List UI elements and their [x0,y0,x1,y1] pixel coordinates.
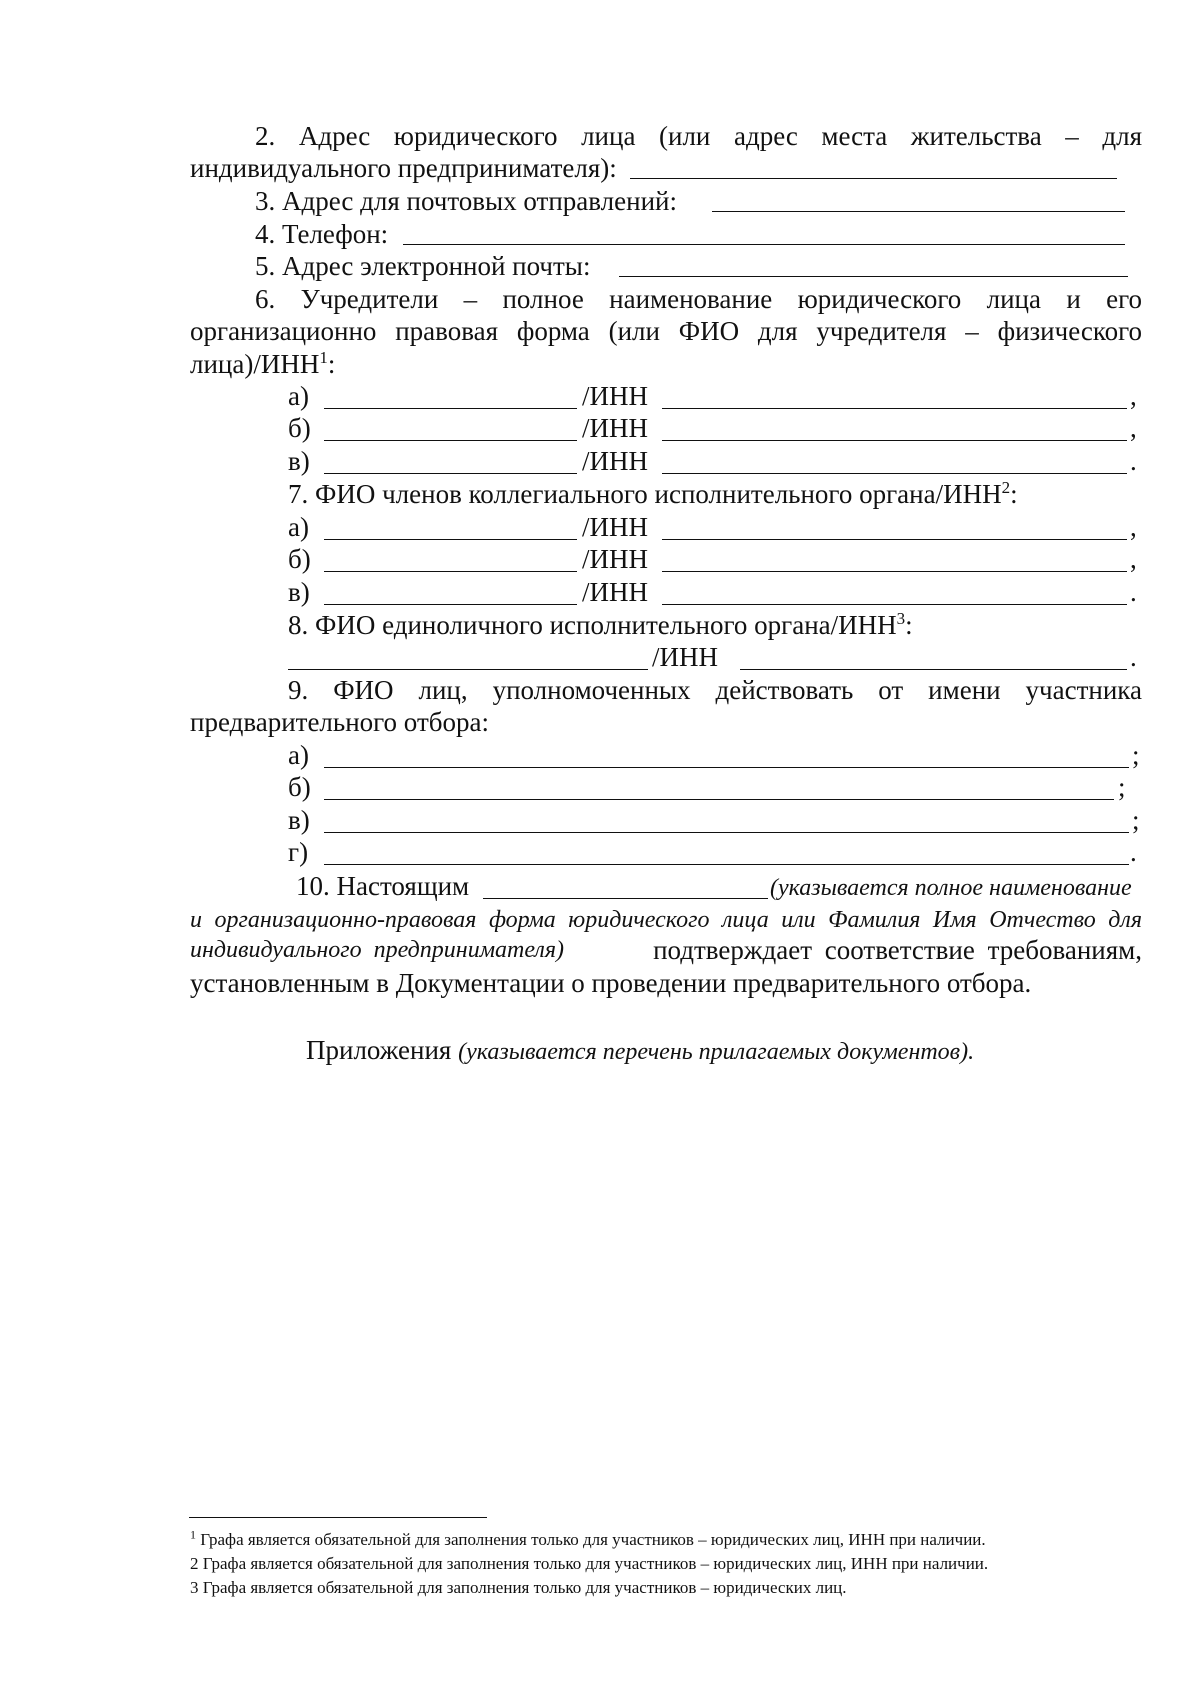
inn-label: /ИНН [582,512,648,542]
inn-label: /ИНН [582,577,648,607]
item-7: 7. ФИО членов коллегиального исполнительного органа/ИНН$^2$: [288,478,1018,509]
item-6a-name-line[interactable] [324,408,577,409]
item-9-line-2: предварительного отбора: [190,707,489,737]
row-end-punct: , [1130,512,1137,542]
footnote-ref-2: 2 [1001,478,1011,497]
item-7v-name-line[interactable] [324,604,577,605]
postal-address-fill-line[interactable] [712,211,1125,212]
item-6-letter-v: в) [288,446,310,476]
phone-fill-line[interactable] [403,244,1125,245]
footnote-2: 2 Графа является обязательной для заполнения только для участников – юридических лиц, ИНН при наличии. [190,1554,989,1573]
item-10-confirm-text: подтверждает соответствие требованиям, [653,935,1142,965]
item-10-line-3 [190,934,1142,966]
item-9-line-1: 9. ФИО лиц, уполномоченных действовать от имени участника [288,675,1142,705]
footnote-1: $^1$ Графа является обязательной для заполнения только для участников – юридических лиц, ИНН при наличии. [190,1527,986,1549]
item-2-line-2: индивидуального предпринимателя): [190,153,617,183]
item-10-line-4: установленным в Документации о проведении предварительного отбора. [190,968,1032,998]
item-10-note-3: индивидуального предпринимателя) [190,937,565,963]
item-10-name-line[interactable] [483,898,768,899]
item-3: 3. Адрес для почтовых отправлений: [255,186,677,216]
item-6-line-1: 6. Учредители – полное наименование юридического лица и его [255,284,1142,314]
item-6v-name-line[interactable] [324,473,577,474]
item-10-lead: 10. Настоящим [296,871,470,901]
item-7a-name-line[interactable] [324,539,577,540]
item-4: 4. Телефон: [255,219,389,249]
item-6b-inn-line[interactable] [662,440,1127,441]
footnote-mark: 3 [190,1578,199,1597]
item-8-name-line[interactable] [288,669,648,670]
item-6-letter-b: б) [288,413,311,443]
item-7-letter-v: в) [288,577,310,607]
appendix-label: Приложения [306,1035,452,1065]
inn-label: /ИНН [582,446,648,476]
row-end-punct: ; [1132,740,1140,770]
appendix-note: (указывается перечень прилагаемых документов). [458,1039,975,1065]
footnote-mark: 1 [190,1527,196,1542]
inn-label: /ИНН [582,381,648,411]
item-6-letter-a: а) [288,381,309,411]
item-7v-inn-line[interactable] [662,604,1127,605]
row-end-punct: ; [1132,805,1140,835]
row-end-punct: . [1130,577,1137,607]
footnote-ref-1: 1 [319,348,328,367]
inn-label: /ИНН [582,544,648,574]
item-5: 5. Адрес электронной почты: [255,251,591,281]
inn-label: /ИНН [582,413,648,443]
item-8-inn-line[interactable] [740,669,1127,670]
footnote-separator [189,1517,487,1518]
address-fill-line[interactable] [630,178,1117,179]
item-8: 8. ФИО единоличного исполнительного органа/ИНН$^3$: [288,609,913,640]
row-end-punct: . [1130,642,1137,672]
item-9-letter-b: б) [288,772,311,802]
item-9g-line[interactable] [324,864,1129,865]
item-10-note-1: (указывается полное наименование [770,875,1132,901]
appendix [306,1034,974,1066]
item-6a-inn-line[interactable] [662,408,1127,409]
row-end-punct: . [1130,837,1137,867]
item-7b-name-line[interactable] [324,571,577,572]
item-10-note-2: и организационно-правовая форма юридического лица или Фамилия Имя Отчество для [190,907,1142,933]
inn-label: /ИНН [652,642,718,672]
item-9b-line[interactable] [324,799,1114,800]
item-9-letter-a: а) [288,740,309,770]
row-end-punct: , [1130,381,1137,411]
item-7-letter-b: б) [288,544,311,574]
item-7-letter-a: а) [288,512,309,542]
item-6v-inn-line[interactable] [662,473,1127,474]
row-end-punct: , [1130,413,1137,443]
row-end-punct: , [1130,544,1137,574]
item-7b-inn-line[interactable] [662,571,1127,572]
item-9a-line[interactable] [324,767,1129,768]
item-2-line-1: 2. Адрес юридического лица (или адрес места жительства – для [255,121,1142,151]
email-fill-line[interactable] [619,276,1128,277]
footnote-3: 3 Графа является обязательной для заполнения только для участников – юридических лиц. [190,1578,847,1597]
item-6-line-2: организационно правовая форма (или ФИО для учредителя – физического [190,316,1142,346]
item-6-line-3: лица)/ИНН$^1$: [190,348,336,379]
footnote-mark: 2 [190,1554,199,1573]
footnote-ref-3: 3 [896,609,906,628]
item-7a-inn-line[interactable] [662,539,1127,540]
item-9-letter-v: в) [288,805,310,835]
item-9v-line[interactable] [324,832,1129,833]
row-end-punct: ; [1118,772,1126,802]
item-9-letter-g: г) [288,837,309,867]
item-6b-name-line[interactable] [324,440,577,441]
row-end-punct: . [1130,446,1137,476]
